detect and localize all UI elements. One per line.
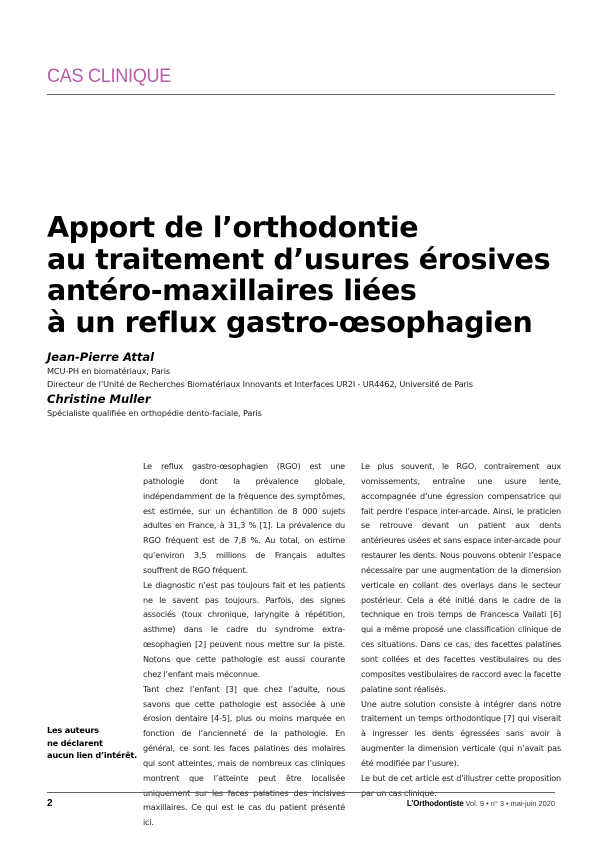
page-number: 2	[47, 798, 53, 809]
body-column-1	[143, 459, 345, 830]
body-column-2	[361, 459, 561, 800]
paragraph: Tant chez l’enfant [3] que chez l’adulte, nous savons que cette pathologie est associée à une érosion dentaire [4-5], plus ou moins marquée en fonction de l’ancienneté de la pathologie. En général, ce sont les faces palatines des molaires qui sont atteintes, mais de nombreux cas cliniques montrent que l’atteinte peut être localisée maxillaires. Ce qui est le cas du patient présenté ici.	[143, 683, 345, 828]
title-line: antéro-maxillaires liées	[47, 274, 417, 307]
author-affiliation: MCU-PH en biomatériaux, Paris	[47, 366, 171, 376]
paragraph: Le reflux gastro-œsophagien (RGO) est une pathologie dont la prévalence globale, indépendamment de la fréquence des symptômes, est estimée, sur un échantillon de 8 000 sujets adultes en France, à 31,3 % [1]. La prévalence du RGO fréquent est de 7,8 %. Au total, on estime qu’environ 3,5 millions de Français adultes souffrent de RGO fréquent.	[143, 461, 345, 575]
note-line: aucun lien d’intérêt.	[47, 750, 138, 760]
article-title	[47, 212, 577, 338]
conflict-of-interest-note	[47, 724, 147, 762]
title-line: Apport de l’orthodontie	[47, 211, 419, 244]
journal-name: L’Orthodontiste	[406, 799, 464, 808]
paragraph: Une autre solution consiste à intégrer dans notre traitement un temps orthodontique [7] qui viserait à ingresser les dents égressées sans avoir à augmenter la dimension verticale (qui n’avait pas été modifiée par l’usure).	[361, 698, 561, 768]
note-line: ne déclarent	[47, 737, 103, 748]
author-name: Christine Muller	[47, 392, 151, 406]
header-rule	[47, 94, 555, 95]
journal-info	[407, 799, 555, 808]
title-line: à un reflux gastro-œsophagien	[47, 305, 533, 339]
paragraph: Le plus souvent, le RGO, contrairement aux vomissements, entraîne une usure lente, accompagnée d’une égression compensatrice qui fait perdre l’espace inter-arcade. Ainsi, le praticien se retrouve devant un patient aux dents antérieures usées et sans espace inter-arcade pour restaurer les dents. Nous pouvons obtenir l’espace nécessaire par une augmentation de la dimension verticale en collant des overlays dans le secteur postérieur. Cela a été initié dans le cadre de la technique en trois temps de Francesca Vailati [6] qui a même proposé une classification clinique de ces situations. Dans ce cas, des facettes palatines sont collées et des facettes vestibulaires ou des composites vestibulaires de raccord avec la facette palatine sont réalisés.	[361, 461, 561, 694]
author-affiliation: Directeur de l’Unité de Recherches Biomatériaux Innovants et Interfaces UR2I - UR4462, Université de Paris	[47, 378, 473, 389]
paragraph: Le but de cet article est d’illustrer cette proposition	[361, 772, 561, 783]
author-affiliation: Spécialiste qualifiée en orthopédie dento-faciale, Paris	[47, 408, 262, 418]
paragraph: Le diagnostic n’est pas toujours fait et les patients ne le savent pas toujours. Parfois, des signes associés (toux chronique, laryngite à répétition, asthme) dans le cadre du syndrome extra-œsophagien [2] peuvent nous mettre sur la piste. Notons que cette pathologie est aussi courante chez l’enfant mais méconnue.	[143, 579, 345, 679]
issue-info: Vol. 9 • n° 3 • mai-juin 2020	[463, 799, 555, 808]
author-block	[47, 392, 577, 420]
note-line: Les auteurs	[47, 725, 99, 735]
title-line: au traitement d’usures érosives	[47, 242, 551, 276]
section-label: CAS CLINIQUE	[47, 66, 171, 87]
author-name: Jean-Pierre Attal	[47, 350, 155, 364]
footer-rule	[47, 792, 555, 793]
author-list	[47, 350, 577, 420]
author-block	[47, 350, 577, 390]
